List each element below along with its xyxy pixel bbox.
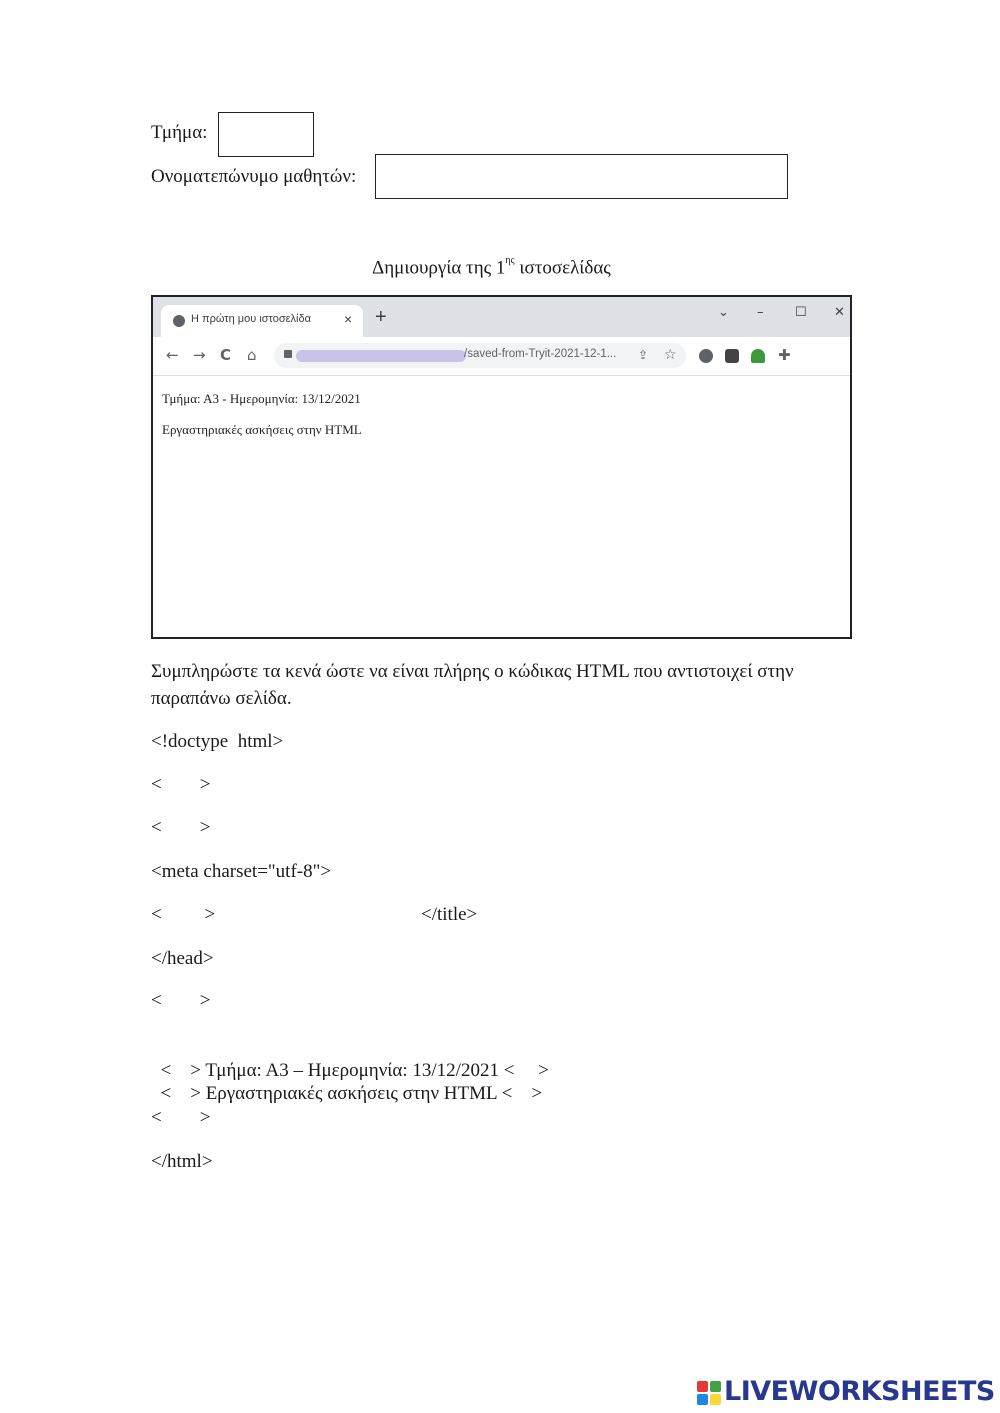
code-title-close: </title> <box>421 904 478 925</box>
instructions-line-1: Συμπληρώστε τα κενά ώστε να είναι πλήρης ο κώδικας HTML που αντιστοιχεί στην <box>151 661 794 682</box>
extension-icon <box>699 349 713 363</box>
watermark-text: LIVEWORKSHEETS <box>724 1376 995 1407</box>
browser-screenshot <box>151 295 852 639</box>
students-label: Ονοματεπώνυμο μαθητών: <box>151 166 357 187</box>
code-blank-p2-open[interactable]: < > <box>160 1083 201 1104</box>
code-blank-p1-open[interactable]: < > <box>160 1060 201 1081</box>
address-bar <box>274 343 686 368</box>
home-icon: ⌂ <box>247 346 257 364</box>
code-blank-p2-close[interactable]: < > <box>501 1083 543 1104</box>
share-icon: ⇪ <box>638 348 649 362</box>
globe-icon <box>173 315 185 327</box>
code-blank-body-open[interactable]: < > <box>151 990 211 1011</box>
new-tab-icon: + <box>375 306 387 328</box>
page-line-labs: Εργαστηριακές ασκήσεις στην HTML <box>162 422 362 437</box>
extension-icon <box>725 349 739 363</box>
tab-close-icon: × <box>344 311 353 327</box>
blurred-url-segment <box>296 350 466 362</box>
liveworksheets-logo-icon <box>697 1381 721 1405</box>
browser-tab-bar <box>153 297 850 337</box>
address-bar-url: /saved-from-Tryit-2021-12-1... <box>464 348 617 360</box>
close-window-icon: ✕ <box>834 305 845 320</box>
code-blank-html-open[interactable]: < > <box>151 774 211 795</box>
heading-prefix: Δημιουργία της 1 <box>372 257 506 279</box>
class-label: Τμήμα: <box>151 122 208 143</box>
forward-icon: → <box>193 346 206 364</box>
minimize-icon: – <box>757 305 764 320</box>
browser-toolbar <box>153 337 850 376</box>
code-meta: <meta charset="utf-8"> <box>151 861 332 882</box>
page-line-class-date: Τμήμα: Α3 - Ημερομηνία: 13/12/2021 <box>162 391 361 406</box>
instructions-line-2: παραπάνω σελίδα. <box>151 688 292 709</box>
code-blank-p1-close[interactable]: < > <box>503 1060 549 1081</box>
page-heading <box>372 253 611 279</box>
code-doctype: <!doctype html> <box>151 731 284 752</box>
code-html-close: </html> <box>151 1151 213 1172</box>
students-input-box[interactable] <box>375 154 788 199</box>
code-blank-title-text[interactable] <box>236 902 414 926</box>
code-head-close: </head> <box>151 948 214 969</box>
code-blank-body-close[interactable]: < > <box>151 1107 211 1128</box>
maximize-icon: ☐ <box>795 305 807 320</box>
code-p1-text: Τμήμα: Α3 – Ημερομηνία: 13/12/2021 <box>205 1060 499 1081</box>
extension-tree-icon <box>751 349 765 363</box>
browser-tab <box>161 305 363 337</box>
heading-suffix: ιστοσελίδας <box>514 257 611 279</box>
browser-tab-title: Η πρώτη μου ιστοσελίδα <box>191 313 311 325</box>
code-p2-text: Εργαστηριακές ασκήσεις στην HTML <box>205 1083 497 1104</box>
bookmark-star-icon: ☆ <box>664 347 677 363</box>
heading-superscript: ης <box>505 255 515 266</box>
tab-search-icon: ⌄ <box>718 305 729 320</box>
code-p2-line <box>151 1061 542 1105</box>
code-blank-head-open[interactable]: < > <box>151 817 211 838</box>
class-input-box[interactable] <box>218 112 314 157</box>
reload-icon: C <box>220 346 232 364</box>
puzzle-icon: ✚ <box>778 346 791 364</box>
back-icon: ← <box>166 346 179 364</box>
code-blank-title-open[interactable]: < > <box>151 904 216 925</box>
lock-icon <box>284 350 292 358</box>
